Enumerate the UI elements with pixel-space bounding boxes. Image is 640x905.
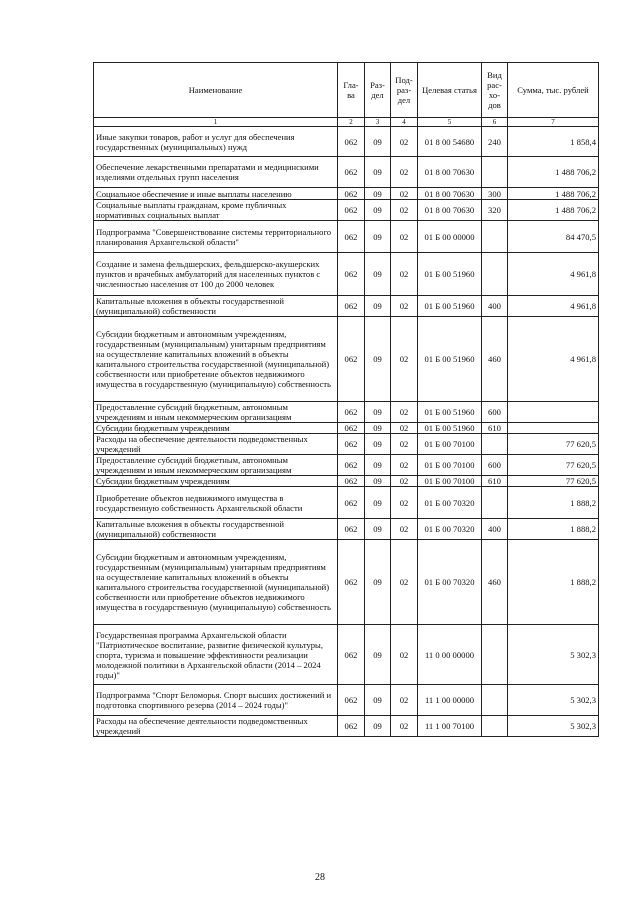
page-number: 28 <box>315 872 325 883</box>
cell-vid: 300 <box>482 188 508 200</box>
cell-glava: 062 <box>338 157 365 188</box>
cell-name: Субсидии бюджетным и автономным учреждениям, государственным (муниципальным) унитарным предприятиям на осуществление капитальных вложений в объекты капитального строительства государственной (муниципальной) собственности или приобретение объектов недвижимого имущества в государственную (муниципальную) собственность <box>94 317 338 402</box>
table-row <box>94 188 599 200</box>
cell-podrazdel: 02 <box>391 716 418 737</box>
cell-glava: 062 <box>338 625 365 685</box>
cell-podrazdel: 02 <box>391 476 418 487</box>
table-row <box>94 685 599 716</box>
cell-razdel: 09 <box>365 434 391 455</box>
cell-name: Государственная программа Архангельской области "Патриотическое воспитание, развитие физической культуры, спорта, туризма и повышение эффективности реализации молодежной политики в Архангельской области (2014 – 2024 годы)" <box>94 625 338 685</box>
cell-glava: 062 <box>338 540 365 625</box>
cell-vid <box>482 434 508 455</box>
cell-name: Социальное обеспечение и иные выплаты населению <box>94 188 338 200</box>
cell-podrazdel: 02 <box>391 188 418 200</box>
cell-razdel: 09 <box>365 402 391 423</box>
cell-target: 01 Б 00 51960 <box>418 296 482 317</box>
table-row <box>94 423 599 434</box>
header-glava: Гла- ва <box>338 63 365 118</box>
cell-name: Обеспечение лекарственными препаратами и медицинскими изделиями отдельных групп населения <box>94 157 338 188</box>
cell-podrazdel: 02 <box>391 200 418 221</box>
cell-target: 11 0 00 00000 <box>418 625 482 685</box>
cell-name: Подпрограмма "Совершенствование системы территориального планирования Архангельской области" <box>94 221 338 253</box>
cell-podrazdel: 02 <box>391 685 418 716</box>
cell-vid: 320 <box>482 200 508 221</box>
cell-sum: 4 961,8 <box>508 317 599 402</box>
cell-vid <box>482 221 508 253</box>
cell-vid: 400 <box>482 296 508 317</box>
colnum: 1 <box>94 118 338 127</box>
table-header-row <box>94 63 599 118</box>
cell-sum: 1 888,2 <box>508 519 599 540</box>
cell-podrazdel: 02 <box>391 317 418 402</box>
cell-razdel: 09 <box>365 625 391 685</box>
cell-target: 01 Б 00 00000 <box>418 221 482 253</box>
cell-sum: 84 470,5 <box>508 221 599 253</box>
cell-glava: 062 <box>338 127 365 157</box>
cell-glava: 062 <box>338 716 365 737</box>
cell-name: Подпрограмма "Спорт Беломорья. Спорт высших достижений и подготовка спортивного резерва (2014 – 2024 годы)" <box>94 685 338 716</box>
cell-sum: 77 620,5 <box>508 476 599 487</box>
cell-name: Иные закупки товаров, работ и услуг для обеспечения государственных (муниципальных) нужд <box>94 127 338 157</box>
cell-vid: 400 <box>482 519 508 540</box>
cell-vid: 600 <box>482 455 508 476</box>
cell-sum: 1 888,2 <box>508 487 599 519</box>
cell-target: 01 Б 00 51960 <box>418 402 482 423</box>
cell-podrazdel: 02 <box>391 253 418 296</box>
header-razdel: Раз- дел <box>365 63 391 118</box>
cell-vid: 460 <box>482 540 508 625</box>
cell-razdel: 09 <box>365 200 391 221</box>
cell-glava: 062 <box>338 423 365 434</box>
cell-name: Приобретение объектов недвижимого имущества в государственную собственность Архангельской области <box>94 487 338 519</box>
cell-podrazdel: 02 <box>391 455 418 476</box>
cell-podrazdel: 02 <box>391 402 418 423</box>
cell-target: 01 Б 00 70100 <box>418 455 482 476</box>
table-row <box>94 434 599 455</box>
cell-razdel: 09 <box>365 455 391 476</box>
cell-target: 01 Б 00 51960 <box>418 317 482 402</box>
cell-name: Капитальные вложения в объекты государственной (муниципальной) собственности <box>94 519 338 540</box>
table-row <box>94 455 599 476</box>
cell-target: 01 Б 00 51960 <box>418 253 482 296</box>
cell-vid <box>482 625 508 685</box>
cell-sum: 4 961,8 <box>508 296 599 317</box>
table-row <box>94 253 599 296</box>
cell-name: Социальные выплаты гражданам, кроме публичных нормативных социальных выплат <box>94 200 338 221</box>
cell-target: 01 Б 00 70100 <box>418 476 482 487</box>
cell-glava: 062 <box>338 200 365 221</box>
cell-name: Субсидии бюджетным и автономным учреждениям, государственным (муниципальным) унитарным предприятиям на осуществление капитальных вложений в объекты капитального строительства государственной (муниципальной) собственности или приобретение объектов недвижимого имущества в государственную (муниципальную) собственность <box>94 540 338 625</box>
cell-razdel: 09 <box>365 716 391 737</box>
table-body <box>94 127 599 737</box>
cell-glava: 062 <box>338 455 365 476</box>
cell-sum: 1 858,4 <box>508 127 599 157</box>
header-target: Целевая статья <box>418 63 482 118</box>
cell-glava: 062 <box>338 487 365 519</box>
table-row <box>94 716 599 737</box>
table-row <box>94 540 599 625</box>
cell-sum: 1 488 706,2 <box>508 200 599 221</box>
cell-name: Предоставление субсидий бюджетным, автономным учреждениям и иным некоммерческим организациям <box>94 455 338 476</box>
cell-sum: 1 488 706,2 <box>508 188 599 200</box>
cell-name: Расходы на обеспечение деятельности подведомственных учреждений <box>94 716 338 737</box>
cell-glava: 062 <box>338 519 365 540</box>
cell-razdel: 09 <box>365 519 391 540</box>
table-row <box>94 519 599 540</box>
cell-razdel: 09 <box>365 685 391 716</box>
cell-target: 01 Б 00 70320 <box>418 487 482 519</box>
cell-sum: 5 302,3 <box>508 625 599 685</box>
cell-vid: 460 <box>482 317 508 402</box>
cell-razdel: 09 <box>365 540 391 625</box>
cell-glava: 062 <box>338 317 365 402</box>
table-row <box>94 487 599 519</box>
cell-glava: 062 <box>338 685 365 716</box>
cell-razdel: 09 <box>365 296 391 317</box>
cell-vid <box>482 685 508 716</box>
cell-name: Субсидии бюджетным учреждениям <box>94 476 338 487</box>
cell-vid: 610 <box>482 476 508 487</box>
cell-name: Капитальные вложения в объекты государственной (муниципальной) собственности <box>94 296 338 317</box>
cell-razdel: 09 <box>365 423 391 434</box>
cell-podrazdel: 02 <box>391 127 418 157</box>
cell-podrazdel: 02 <box>391 434 418 455</box>
table-row <box>94 127 599 157</box>
cell-target: 01 Б 00 70320 <box>418 540 482 625</box>
cell-sum: 77 620,5 <box>508 434 599 455</box>
table-row <box>94 402 599 423</box>
table-row <box>94 476 599 487</box>
cell-podrazdel: 02 <box>391 157 418 188</box>
cell-sum: 1 488 706,2 <box>508 157 599 188</box>
cell-sum: 4 961,8 <box>508 253 599 296</box>
cell-target: 01 8 00 70630 <box>418 200 482 221</box>
cell-name: Предоставление субсидий бюджетным, автономным учреждениям и иным некоммерческим организациям <box>94 402 338 423</box>
cell-sum: 5 302,3 <box>508 716 599 737</box>
cell-podrazdel: 02 <box>391 540 418 625</box>
cell-podrazdel: 02 <box>391 487 418 519</box>
cell-vid <box>482 487 508 519</box>
header-sum: Сумма, тыс. рублей <box>508 63 599 118</box>
colnum: 6 <box>482 118 508 127</box>
table-row <box>94 296 599 317</box>
cell-target: 01 Б 00 70100 <box>418 434 482 455</box>
colnum: 7 <box>508 118 599 127</box>
column-number-row <box>94 118 599 127</box>
cell-razdel: 09 <box>365 157 391 188</box>
cell-podrazdel: 02 <box>391 519 418 540</box>
cell-glava: 062 <box>338 188 365 200</box>
cell-vid <box>482 716 508 737</box>
cell-razdel: 09 <box>365 487 391 519</box>
cell-glava: 062 <box>338 221 365 253</box>
table-row <box>94 221 599 253</box>
cell-target: 01 8 00 54680 <box>418 127 482 157</box>
budget-table <box>93 62 599 737</box>
cell-target: 11 1 00 00000 <box>418 685 482 716</box>
cell-glava: 062 <box>338 402 365 423</box>
cell-razdel: 09 <box>365 221 391 253</box>
cell-target: 11 1 00 70100 <box>418 716 482 737</box>
cell-target: 01 Б 00 70320 <box>418 519 482 540</box>
cell-vid: 610 <box>482 423 508 434</box>
cell-podrazdel: 02 <box>391 296 418 317</box>
cell-podrazdel: 02 <box>391 625 418 685</box>
cell-razdel: 09 <box>365 188 391 200</box>
cell-vid: 240 <box>482 127 508 157</box>
cell-sum: 1 888,2 <box>508 540 599 625</box>
cell-target: 01 8 00 70630 <box>418 188 482 200</box>
cell-name: Субсидии бюджетным учреждениям <box>94 423 338 434</box>
cell-razdel: 09 <box>365 127 391 157</box>
cell-podrazdel: 02 <box>391 423 418 434</box>
header-vid: Вид рас- хо- дов <box>482 63 508 118</box>
cell-glava: 062 <box>338 434 365 455</box>
cell-sum <box>508 423 599 434</box>
cell-podrazdel: 02 <box>391 221 418 253</box>
cell-sum: 5 302,3 <box>508 685 599 716</box>
colnum: 4 <box>391 118 418 127</box>
table-row <box>94 157 599 188</box>
cell-vid <box>482 253 508 296</box>
colnum: 2 <box>338 118 365 127</box>
cell-name: Расходы на обеспечение деятельности подведомственных учреждений <box>94 434 338 455</box>
cell-target: 01 8 00 70630 <box>418 157 482 188</box>
cell-vid <box>482 157 508 188</box>
cell-razdel: 09 <box>365 253 391 296</box>
cell-target: 01 Б 00 51960 <box>418 423 482 434</box>
cell-vid: 600 <box>482 402 508 423</box>
cell-glava: 062 <box>338 296 365 317</box>
cell-razdel: 09 <box>365 317 391 402</box>
cell-glava: 062 <box>338 253 365 296</box>
colnum: 5 <box>418 118 482 127</box>
cell-name: Создание и замена фельдшерских, фельдшерско-акушерских пунктов и врачебных амбулаторий для населенных пунктов с численностью населения от 100 до 2000 человек <box>94 253 338 296</box>
cell-glava: 062 <box>338 476 365 487</box>
cell-razdel: 09 <box>365 476 391 487</box>
cell-sum: 77 620,5 <box>508 455 599 476</box>
table-row <box>94 317 599 402</box>
colnum: 3 <box>365 118 391 127</box>
cell-sum <box>508 402 599 423</box>
table-row <box>94 625 599 685</box>
header-podrazdel: Под- раз- дел <box>391 63 418 118</box>
table-row <box>94 200 599 221</box>
header-name: Наименование <box>94 63 338 118</box>
